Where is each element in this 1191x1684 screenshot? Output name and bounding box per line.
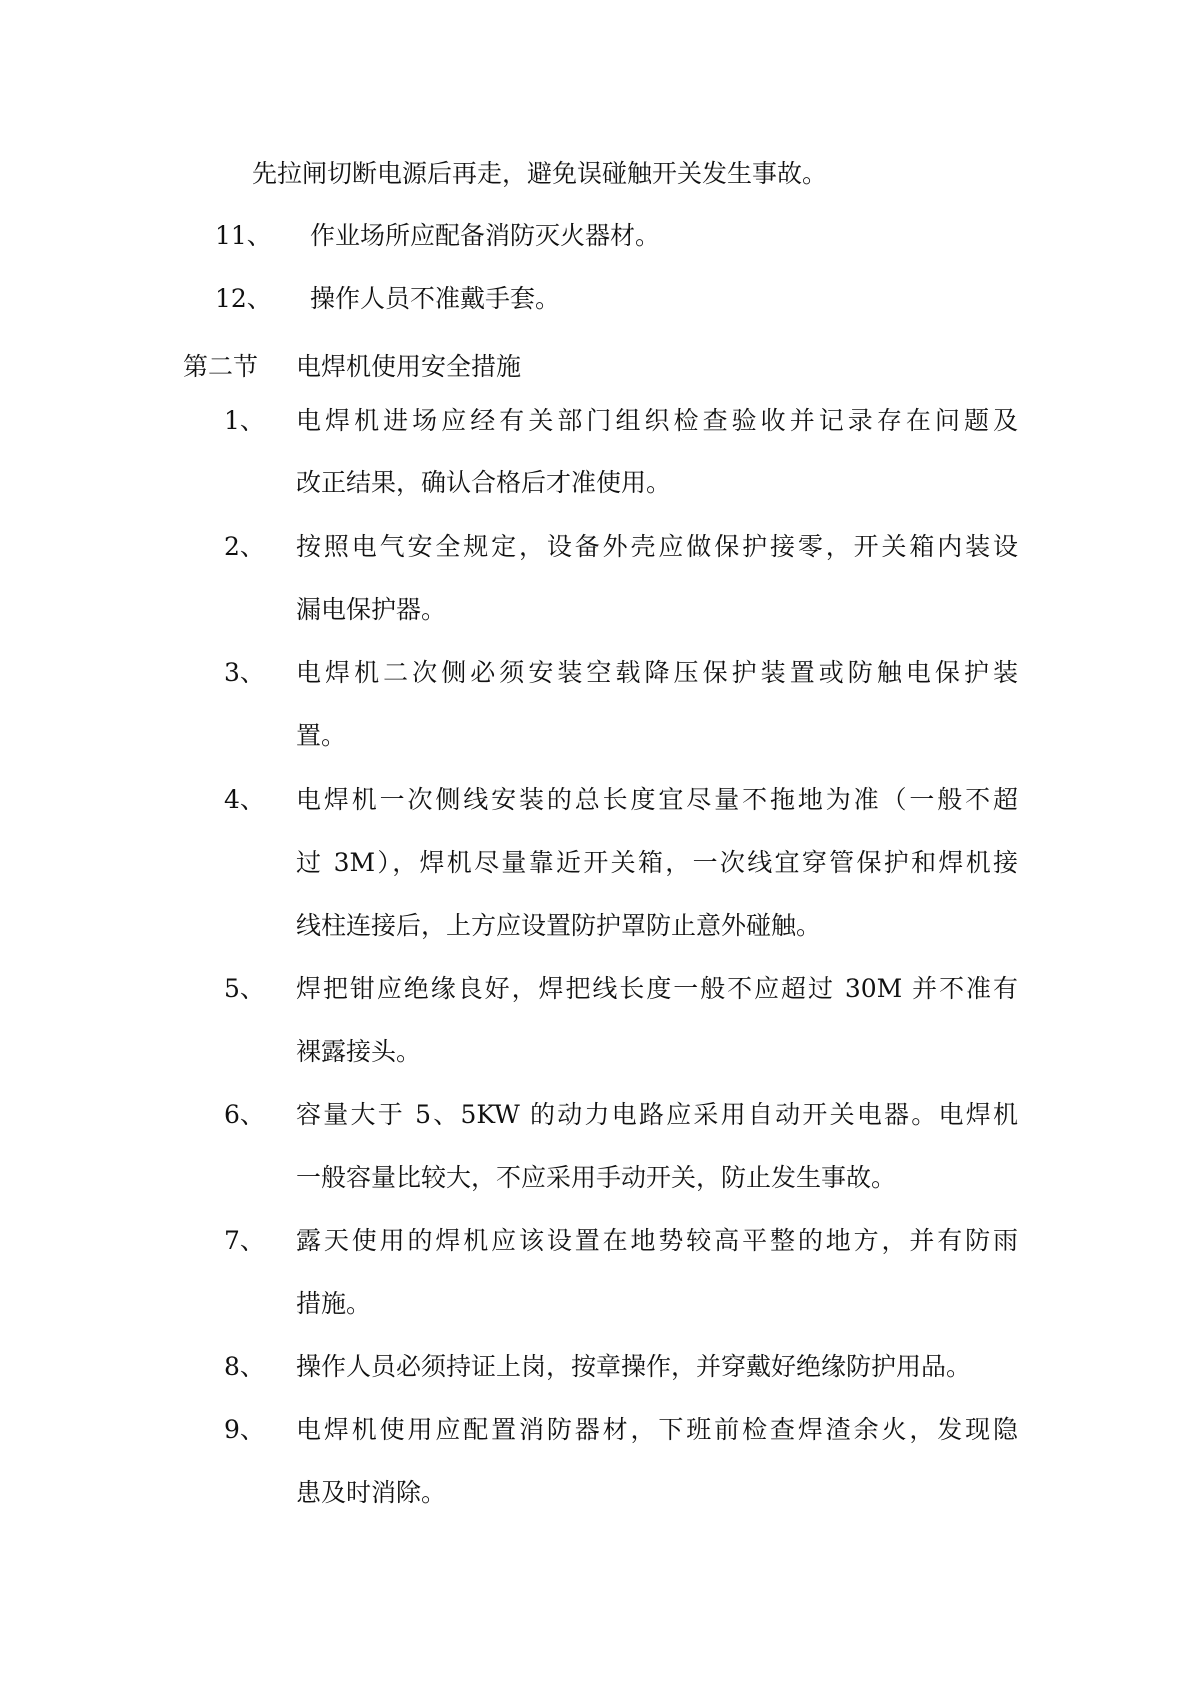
- item-text-line: 容量大于 5、5KW 的动力电路应采用自动开关电器。电焊机: [296, 1100, 1018, 1129]
- item-text-line: 漏电保护器。: [296, 595, 447, 624]
- item-number: 12、: [215, 284, 272, 313]
- item-text-line: 焊把钳应绝缘良好，焊把线长度一般不应超过 30M 并不准有: [296, 974, 1018, 1003]
- item-number: 6、: [224, 1100, 265, 1129]
- item-number: 9、: [224, 1415, 265, 1444]
- item-number: 4、: [224, 785, 265, 814]
- item-number: 3、: [224, 658, 265, 687]
- item-text-line: 裸露接头。: [296, 1037, 422, 1066]
- item-text: 操作人员不准戴手套。: [310, 284, 561, 313]
- item-text-line: 一般容量比较大，不应采用手动开关，防止发生事故。: [296, 1163, 897, 1192]
- item-number: 1、: [224, 406, 265, 435]
- item-text-line: 过 3M），焊机尽量靠近开关箱，一次线宜穿管保护和焊机接: [296, 848, 1018, 877]
- item-text: 作业场所应配备消防灭火器材。: [310, 221, 661, 250]
- item-text-line: 置。: [296, 721, 347, 750]
- item-text-line: 露天使用的焊机应该设置在地势较高平整的地方，并有防雨: [296, 1226, 1018, 1255]
- item-text-line: 电焊机二次侧必须安装空载降压保护装置或防触电保护装: [296, 658, 1018, 687]
- item-number: 2、: [224, 532, 265, 561]
- item-text-line: 操作人员必须持证上岗，按章操作，并穿戴好绝缘防护用品。: [296, 1352, 972, 1381]
- item-text-line: 患及时消除。: [296, 1478, 447, 1507]
- section-title: 电焊机使用安全措施: [296, 352, 522, 381]
- item-number: 7、: [224, 1226, 265, 1255]
- item-text-line: 改正结果，确认合格后才准使用。: [296, 468, 672, 497]
- item-text-line: 线柱连接后，上方应设置防护罩防止意外碰触。: [296, 911, 822, 940]
- item-number: 8、: [224, 1352, 265, 1381]
- item-text-line: 电焊机使用应配置消防器材，下班前检查焊渣余火，发现隐: [296, 1415, 1018, 1444]
- continuation-text: 先拉闸切断电源后再走，避免误碰触开关发生事故。: [252, 159, 828, 188]
- item-text-line: 按照电气安全规定，设备外壳应做保护接零，开关箱内装设: [296, 532, 1018, 561]
- item-text-line: 电焊机进场应经有关部门组织检查验收并记录存在问题及: [296, 406, 1018, 435]
- section-label: 第二节: [183, 352, 259, 381]
- item-text-line: 措施。: [296, 1289, 372, 1318]
- item-number: 11、: [215, 221, 272, 250]
- item-text-line: 电焊机一次侧线安装的总长度宜尽量不拖地为准（一般不超: [296, 785, 1018, 814]
- item-number: 5、: [224, 974, 265, 1003]
